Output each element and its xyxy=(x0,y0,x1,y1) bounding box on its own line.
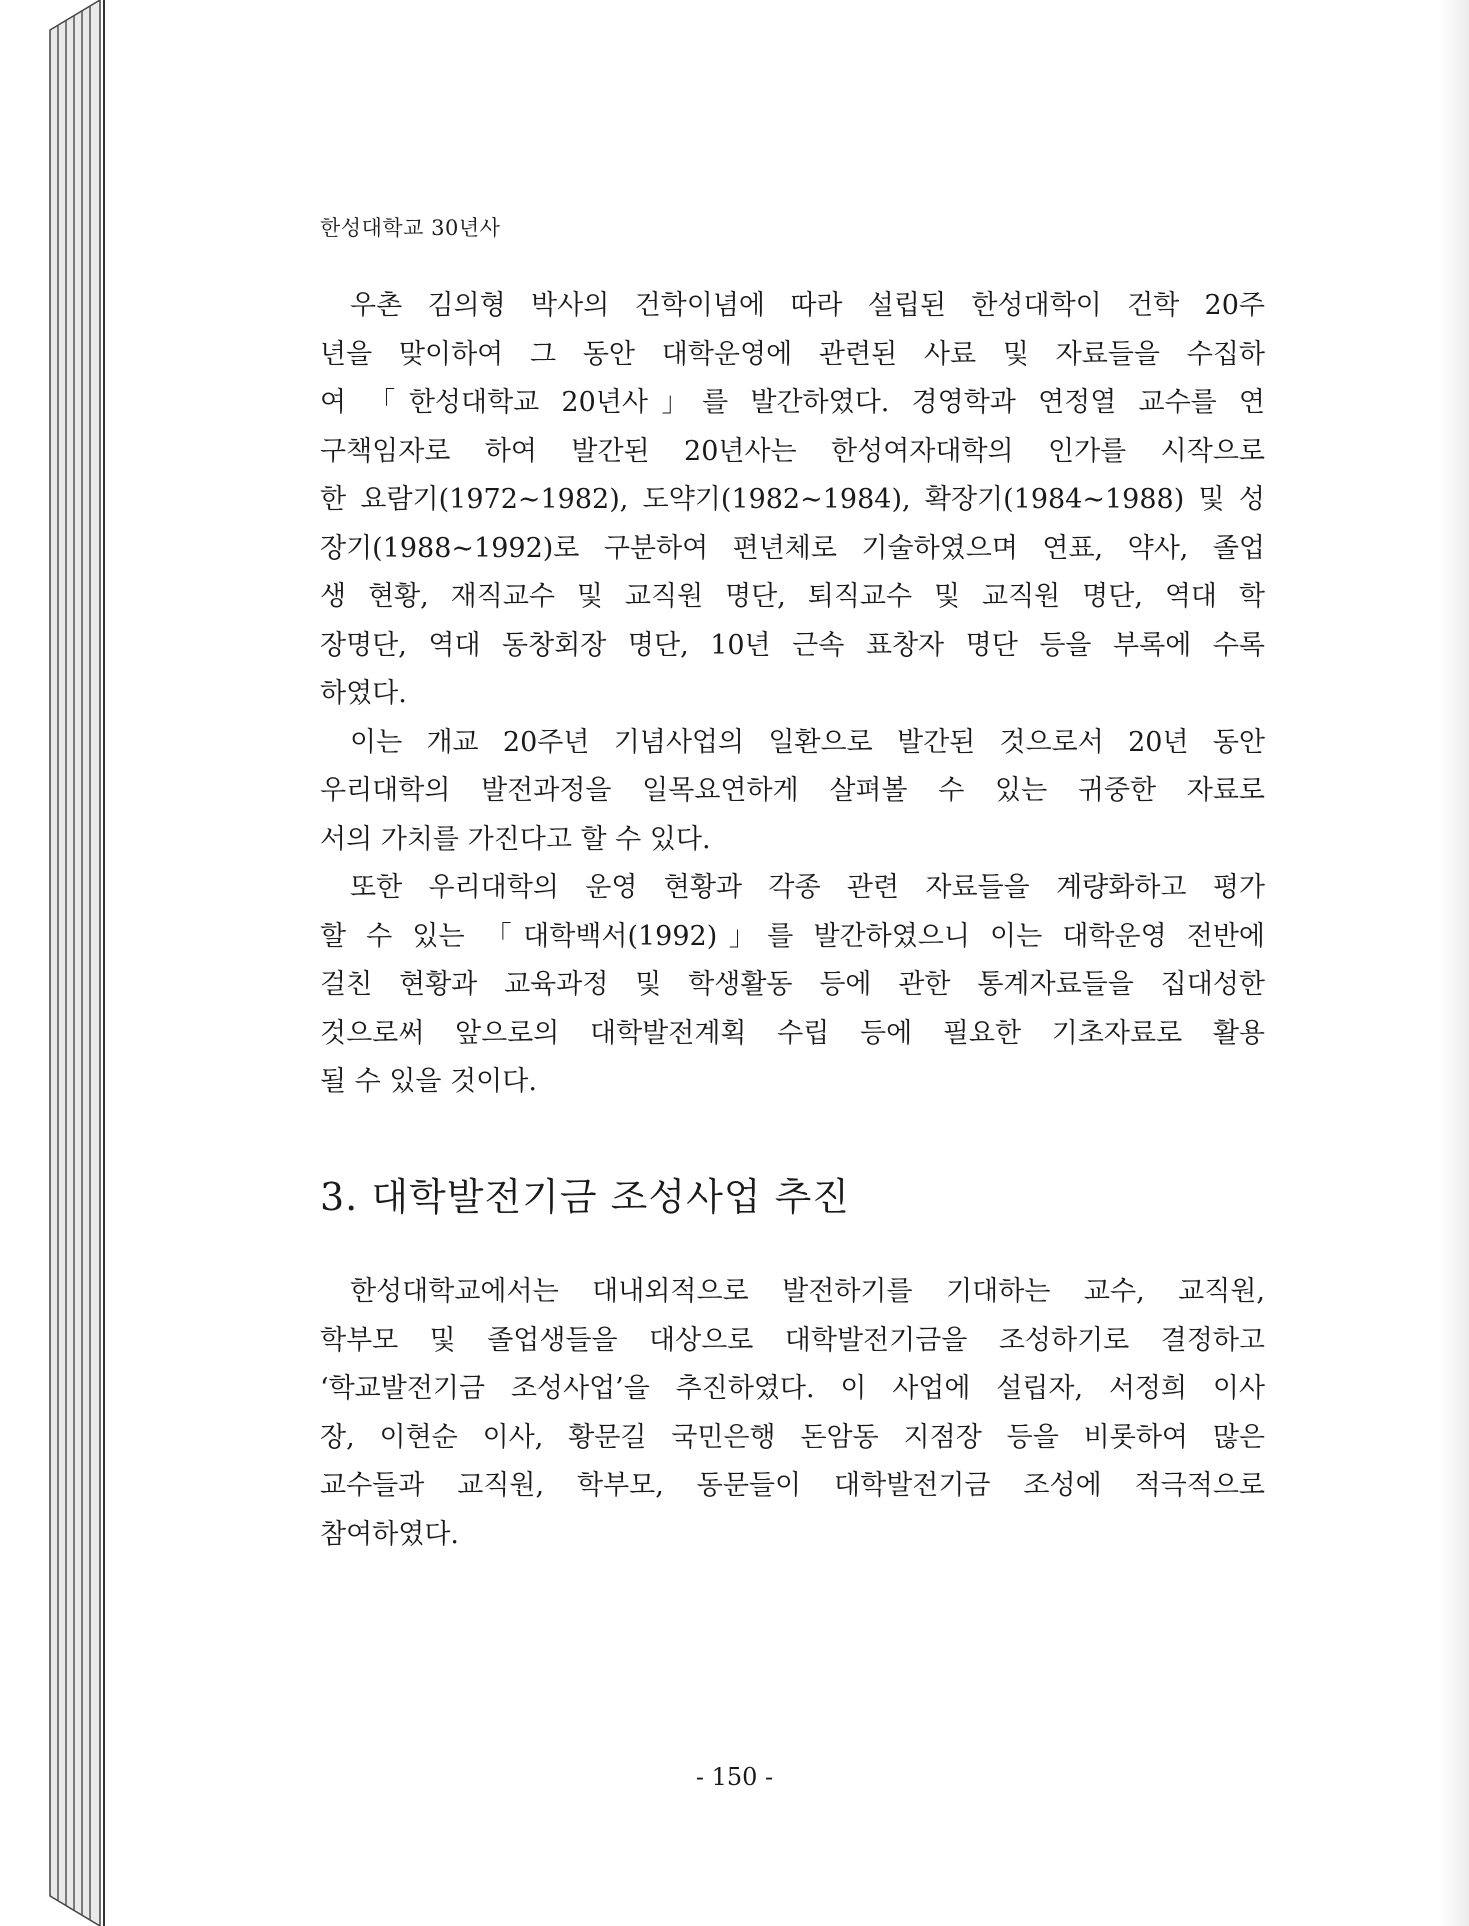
text-line: 참여하였다. xyxy=(320,1518,459,1550)
text-line: 한 요람기(1972∼1982), 도약기(1982∼1984), 확장기(1984∼1988) 및 성 xyxy=(320,484,1265,515)
text-line: 교수들과 교직원, 학부모, 동문들이 대학발전기금 조성에 적극적으로 xyxy=(320,1470,1265,1501)
text-line: 장명단, 역대 동창회장 명단, 10년 근속 표창자 명단 등을 부록에 수록 xyxy=(320,629,1265,661)
text-line: 것으로써 앞으로의 대학발전계획 수립 등에 필요한 기초자료로 활용 xyxy=(320,1017,1265,1049)
text-line: 걸친 현황과 교육과정 및 학생활동 등에 관한 통계자료들을 집대성한 xyxy=(320,969,1265,1000)
text-line: 한성대학교에서는 대내외적으로 발전하기를 기대하는 교수, 교직원, xyxy=(350,1276,1265,1307)
text-line: 장, 이현순 이사, 황문길 국민은행 돈암동 지점장 등을 비롯하여 많은 xyxy=(320,1421,1265,1453)
text-line: 또한 우리대학의 운영 현황과 각종 관련 자료들을 계량화하고 평가 xyxy=(350,872,1265,903)
page-shadow xyxy=(1439,0,1469,1926)
running-header: 한성대학교 30년사 xyxy=(320,216,501,240)
text-line: 서의 가치를 가진다고 할 수 있다. xyxy=(320,823,711,855)
text-line: 될 수 있을 것이다. xyxy=(320,1066,537,1097)
text-line: 생 현황, 재직교수 및 교직원 명단, 퇴직교수 및 교직원 명단, 역대 학 xyxy=(320,581,1265,612)
body-text-block-2 xyxy=(320,1268,1265,1559)
page-number: - 150 - xyxy=(695,1763,774,1791)
text-line: 장기(1988∼1992)로 구분하여 편년체로 기술하였으며 연표, 약사, 졸업 xyxy=(320,532,1265,564)
text-line: 할 수 있는 「대학백서(1992)」를 발간하였으니 이는 대학운영 전반에 xyxy=(320,920,1265,952)
text-line: 하였다. xyxy=(320,678,407,709)
text-line: 여 「한성대학교 20년사」를 발간하였다. 경영학과 연정열 교수를 연 xyxy=(320,387,1265,418)
text-line: 구책임자로 하여 발간된 20년사는 한성여자대학의 인가를 시작으로 xyxy=(320,435,1265,467)
text-line: 우리대학의 발전과정을 일목요연하게 살펴볼 수 있는 귀중한 자료로 xyxy=(320,775,1265,806)
text-line: 학부모 및 졸업생들을 대상으로 대학발전기금을 조성하기로 결정하고 xyxy=(320,1324,1265,1356)
text-line: 우촌 김의형 박사의 건학이념에 따라 설립된 한성대학이 건학 20주 xyxy=(350,290,1265,321)
text-line: 이는 개교 20주년 기념사업의 일환으로 발간된 것으로서 20년 동안 xyxy=(350,726,1265,758)
body-text-block-1 xyxy=(320,282,1265,1107)
text-line: 년을 맞이하여 그 동안 대학운영에 관련된 사료 및 자료들을 수집하 xyxy=(320,338,1265,370)
text-line: ‘학교발전기금 조성사업’을 추진하였다. 이 사업에 설립자, 서정희 이사 xyxy=(320,1373,1265,1404)
section-heading: 3. 대학발전기금 조성사업 추진 xyxy=(320,1175,850,1219)
